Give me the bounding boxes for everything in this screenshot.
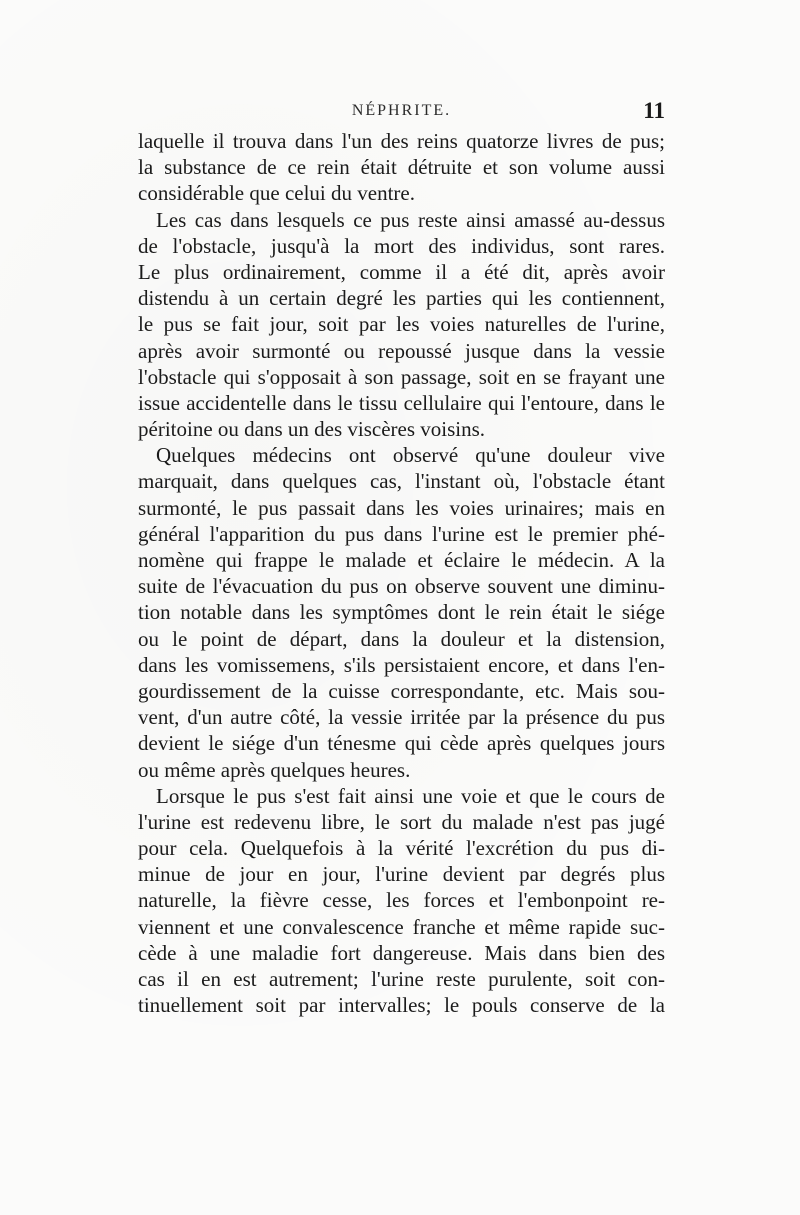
body-text [138,128,665,1018]
text-line: le pus se fait jour, soit par les voies naturelles de l'urine, [138,312,665,337]
text-line: Les cas dans lesquels ce pus reste ainsi amassé au-dessus [156,207,665,232]
text-line: la substance de ce rein était détruite et son volume aussi [138,155,665,180]
text-line: nomène qui frappe le malade et éclaire le médecin. A la [138,548,665,572]
text-line: issue accidentelle dans le tissu cellulaire qui l'entoure, dans le [138,390,665,415]
text-line: minue de jour en jour, l'urine devient par degrés plus [138,862,665,887]
text-line: suite de l'évacuation du pus on observe souvent une diminu- [138,574,665,599]
text-line: tion notable dans les symptômes dont le rein était le siége [138,600,665,625]
text-line: vent, d'un autre côté, la vessie irritée par la présence du pus [138,705,665,730]
text-line: cède à une maladie fort dangereuse. Mais dans bien des [138,940,665,965]
text-line: laquelle il trouva dans l'un des reins quatorze livres de pus; [138,129,665,153]
text-line: général l'apparition du pus dans l'urine est le premier phé- [138,521,665,546]
text-line: ou même après quelques heures. [138,757,411,782]
text-line: Lorsque le pus s'est fait ainsi une voie et que le cours de [156,783,665,808]
text-line: après avoir surmonté ou repoussé jusque dans la vessie [138,338,665,363]
text-line: dans les vomissemens, s'ils persistaient encore, et dans l'en- [138,652,665,677]
text-line: l'obstacle qui s'opposait à son passage, soit en se frayant une [138,364,665,389]
text-line: distendu à un certain degré les parties qui les contiennent, [138,286,665,311]
text-line: marquait, dans quelques cas, l'instant où, l'obstacle étant [138,469,665,494]
text-line: l'urine est redevenu libre, le sort du malade n'est pas jugé [138,809,665,834]
text-line: péritoine ou dans un des viscères voisins. [138,417,486,442]
running-title: NÉPHRITE. [351,102,452,119]
running-head [138,100,665,128]
text-line: cas il en est autrement; l'urine reste purulente, soit con- [138,967,665,991]
text-line: tinuellement soit par intervalles; le pouls conserve de la [138,993,665,1018]
text-line: ou le point de départ, dans la douleur et la distension, [138,626,665,651]
text-line: surmonté, le pus passait dans les voies urinaires; mais en [138,495,665,520]
text-line: considérable que celui du ventre. [138,181,415,206]
text-line: pour cela. Quelquefois à la vérité l'excrétion du pus di- [138,836,665,861]
page-number: 11 [643,98,665,123]
text-line: gourdissement de la cuisse correspondante, etc. Mais sou- [138,678,665,703]
text-line: Quelques médecins ont observé qu'une douleur vive [156,443,665,468]
text-line: de l'obstacle, jusqu'à la mort des individus, sont rares. [138,233,665,258]
text-line: devient le siége d'un ténesme qui cède après quelques jours [138,731,665,756]
text-line: Le plus ordinairement, comme il a été dit, après avoir [138,259,665,284]
text-line: naturelle, la fièvre cesse, les forces et l'embonpoint re- [138,888,665,913]
text-line: viennent et une convalescence franche et même rapide suc- [138,914,665,939]
